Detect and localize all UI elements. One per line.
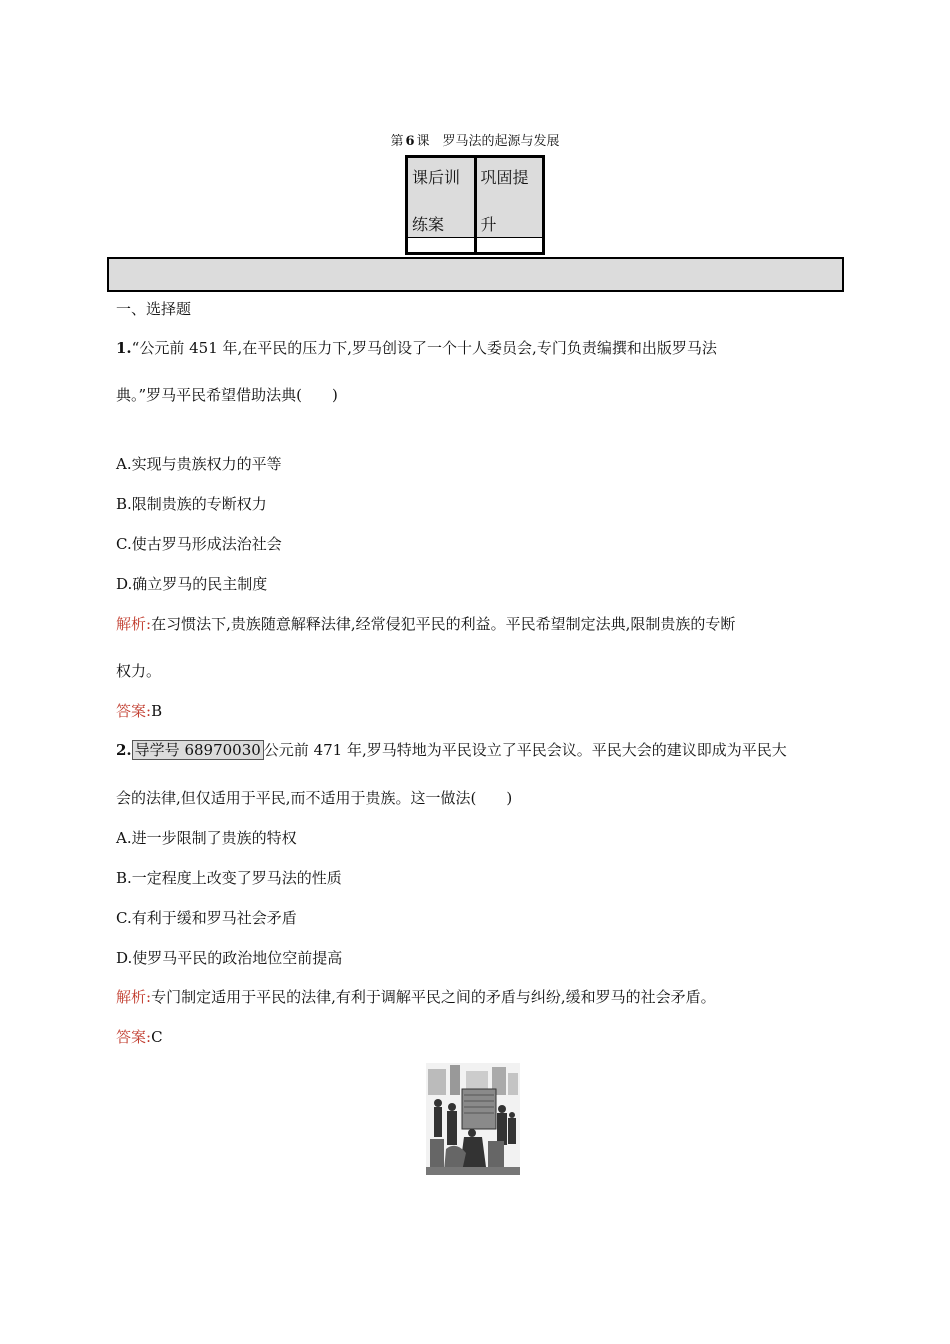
- q1-analysis-label: 解析:: [116, 615, 152, 633]
- tab-after-class-practice: [408, 158, 474, 252]
- q1-answer-value: B: [151, 702, 163, 720]
- q1-stem-line1: [116, 337, 717, 358]
- header-tabs: [405, 155, 545, 255]
- q1-text-line1: “公元前 451 年,在平民的压力下,罗马创设了一个十人委员会,专门负责编撰和出版罗马法: [131, 339, 717, 357]
- tab1-line1: 课后训: [412, 168, 461, 187]
- q1-stem-line2: 典。”罗马平民希望借助法典( ): [116, 386, 338, 404]
- q2-analysis-text: 专门制定适用于平民的法律,有利于调解平民之间的矛盾与纠纷,缓和罗马的社会矛盾。: [151, 988, 716, 1006]
- q2-stem-line2: 会的法律,但仅适用于平民,而不适用于贵族。这一做法( ): [116, 789, 513, 807]
- page-title: [0, 130, 950, 149]
- q2-answer: [116, 1026, 163, 1047]
- q2-answer-label: 答案:: [116, 1028, 152, 1046]
- q1-analysis-text: 在习惯法下,贵族随意解释法律,经常侵犯平民的利益。平民希望制定法典,限制贵族的专断: [151, 615, 736, 633]
- tab1-line2: 练案: [412, 215, 445, 234]
- tab2-line1: 巩固提: [480, 168, 529, 187]
- q1-answer: [116, 700, 162, 721]
- q2-stem-line1: [116, 739, 787, 760]
- q2-option-c: C.有利于缓和罗马社会矛盾: [116, 909, 297, 927]
- section-heading: 一、选择题: [116, 300, 192, 318]
- tab2-footer: [477, 237, 543, 252]
- q2-option-b: B.一定程度上改变了罗马法的性质: [116, 869, 342, 887]
- q2-analysis-line1: [116, 986, 716, 1007]
- q1-analysis-line2: 权力。: [116, 662, 162, 680]
- roman-engraving-image: [426, 1063, 520, 1175]
- title-prefix: 第: [390, 134, 404, 149]
- q2-text-line1: 公元前 471 年,罗马特地为平民设立了平民会议。平民大会的建议即成为平民大: [263, 741, 787, 759]
- header-band: [107, 257, 844, 292]
- q2-analysis-label: 解析:: [116, 988, 152, 1006]
- title-text: 课 罗马法的起源与发展: [416, 134, 560, 149]
- q2-answer-value: C: [151, 1028, 163, 1046]
- q2-guide-code[interactable]: 导学号 68970030: [132, 740, 264, 760]
- lesson-number: 6: [405, 134, 415, 149]
- q2-option-a: A.进一步限制了贵族的特权: [116, 829, 297, 847]
- q1-option-b: B.限制贵族的专断权力: [116, 495, 267, 513]
- tab2-line2: 升: [480, 215, 497, 234]
- q1-option-d: D.确立罗马的民主制度: [116, 575, 268, 593]
- q1-option-a: A.实现与贵族权力的平等: [116, 455, 282, 473]
- q1-answer-label: 答案:: [116, 702, 152, 720]
- q1-option-c: C.使古罗马形成法治社会: [116, 535, 282, 553]
- tab1-footer: [408, 237, 474, 252]
- q2-number: 2.: [116, 741, 132, 759]
- q1-analysis-line1: [116, 613, 735, 634]
- tab-consolidate: [477, 158, 543, 252]
- q1-number: 1.: [116, 339, 132, 357]
- q2-option-d: D.使罗马平民的政治地位空前提高: [116, 949, 343, 967]
